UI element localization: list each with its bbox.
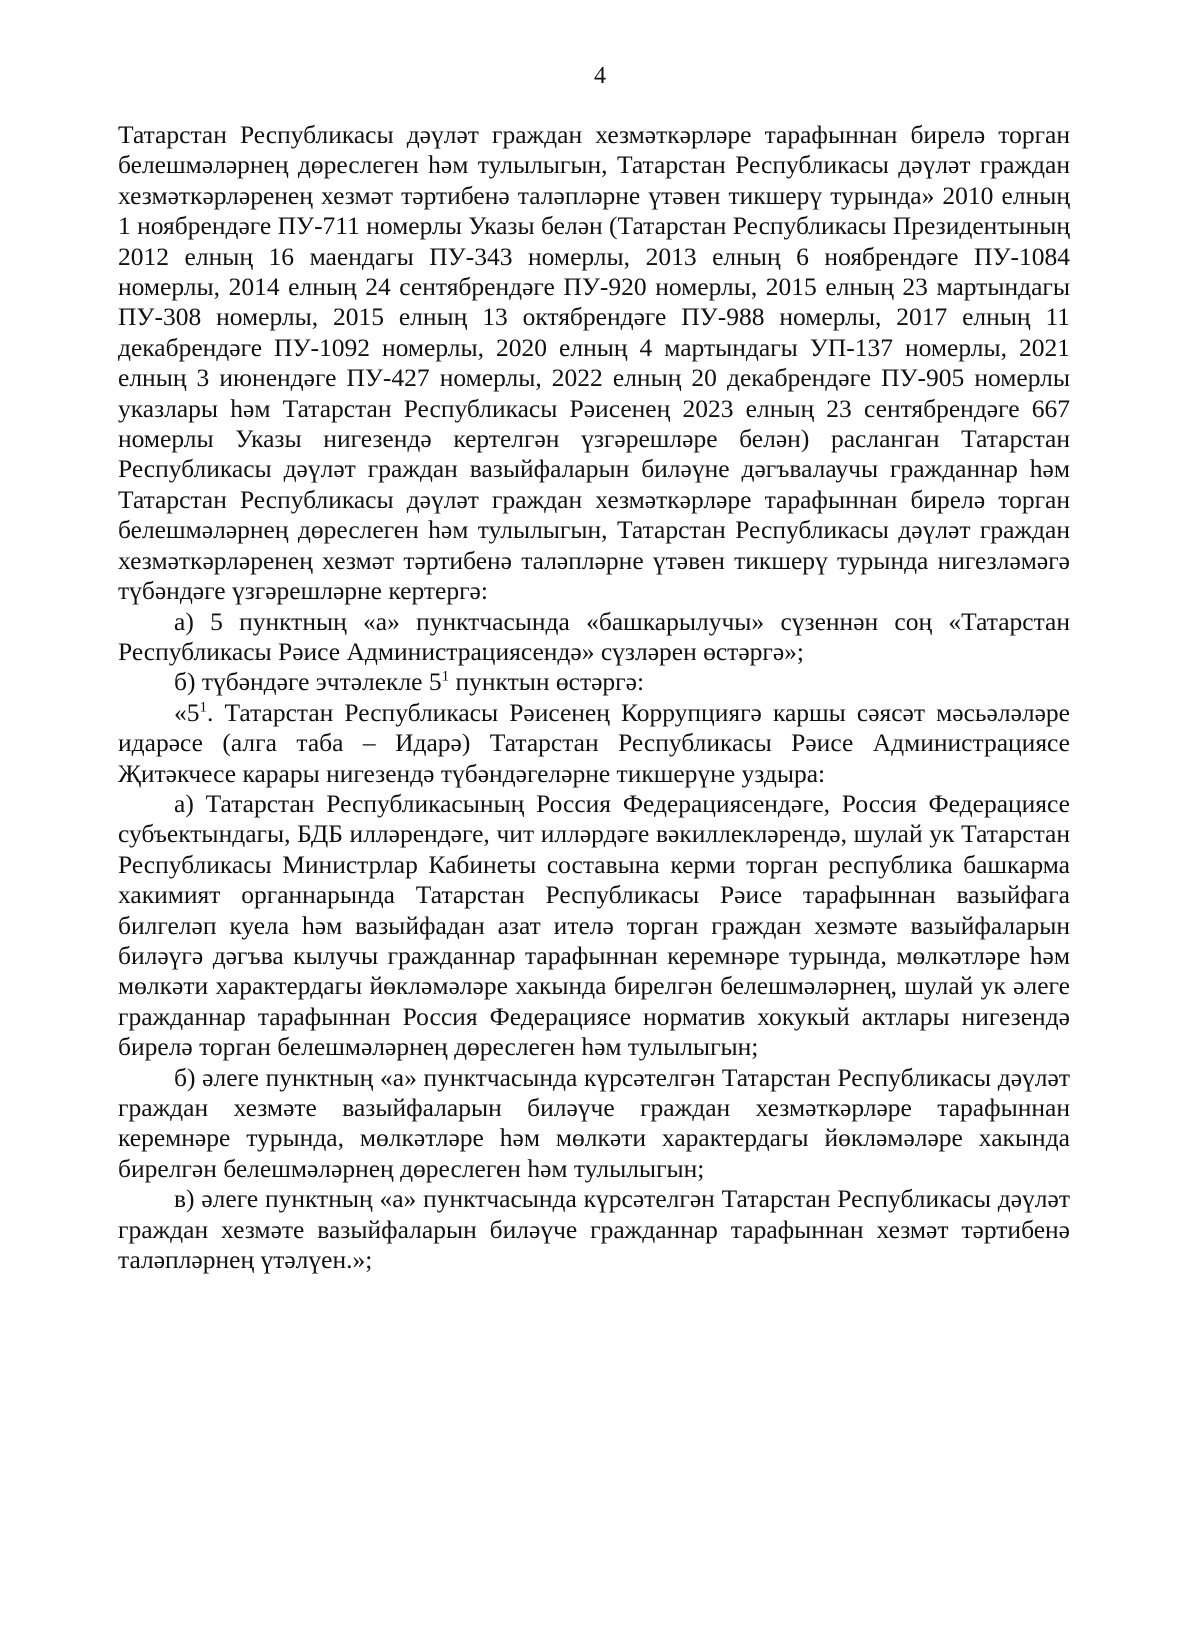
superscript: 1 xyxy=(441,668,450,685)
superscript: 1 xyxy=(199,699,207,716)
paragraph-point-lead: «5 xyxy=(174,697,200,727)
paragraph-item-b-first xyxy=(118,667,1070,697)
page-number: 4 xyxy=(594,63,606,89)
document-body xyxy=(118,120,1070,1275)
paragraph-item-b-text: б) түбәндәге эчтәлекле 5 xyxy=(174,667,442,697)
paragraph-1: Татарстан Республикасы дәүләт граждан хезмәткәрләре тарафыннан бирелә торган белешмәләрнең дөреслеген һәм тулылыгын, Татарстан Республикасы дәүләт граждан хезмәткәрләренең хезмәт тәртибенә таләпләрне үтәвен тикшерү турында» 2010 елның 1 ноябрендәге ПУ-711 номерлы Указы белән (Татарстан Республикасы Президентының 2012 елның 16 маендагы ПУ-343 номерлы, 2013 елның 6 ноябрендәге ПУ-1084 номерлы, 2014 елның 24 сентябрендәге ПУ-920 номерлы, 2015 елның 23 мартындагы ПУ-308 номерлы, 2015 елның 13 октябрендәге ПУ-988 номерлы, 2017 елның 11 декабрендәге ПУ-1092 номерлы, 2020 елның 4 мартындагы УП-137 номерлы, 2021 елның 3 июнендәге ПУ-427 номерлы, 2022 елның 20 декабрендәге ПУ-905 номерлы указлары һәм Татарстан Республикасы Рәисенең 2023 елның 23 сентябрендәге 667 номерлы Указы нигезендә кертелгән үзгәрешләре белән) расланган Татарстан Республикасы дәүләт граждан вазыйфаларын биләүне дәгъвалаучы гражданнар һәм Татарстан Республикасы дәүләт граждан хезмәткәрләре тарафыннан бирелә торган белешмәләрнең дөреслеген һәм тулылыгын, Татарстан Республикасы дәүләт граждан хезмәткәрләренең хезмәт тәртибенә таләпләрне үтәвен тикшерү турында нигезләмәгә түбәндәге үзгәрешләрне кертергә: xyxy=(118,120,1070,606)
paragraph-subitem-v: в) әлеге пунктның «а» пунктчасында күрсәтелгән Татарстан Республикасы дәүләт граждан хезмәте вазыйфаларын биләүче гражданнар тарафыннан хезмәт тәртибенә таләпләрнең үтәлүен.»; xyxy=(118,1184,1070,1275)
paragraph-item-b-tail: пунктын өстәргә: xyxy=(449,667,645,697)
paragraph-subitem-a: а) Татарстан Республикасының Россия Федерациясендәге, Россия Федерациясе субъектындагы, БДБ илләрендәге, чит илләрдәге вәкиллекләрендә, шулай ук Татарстан Республикасы Министрлар Кабинеты составына керми торган республика башкарма хакимият органнарында Татарстан Республикасы Рәисе тарафыннан вазыйфага билгеләп куела һәм вазыйфадан азат ителә торган граждан хезмәте вазыйфаларын биләүгә дәгъва кылучы гражданнар тарафыннан керемнәре турында, мөлкәтләре һәм мөлкәти характердагы йөкләмәләре хакында бирелгән белешмәләрнең, шулай ук әлеге гражданнар тарафыннан Россия Федерациясе норматив хокукый актлары нигезендә бирелә торган белешмәләрнең дөреслеген һәм тулылыгын; xyxy=(118,788,1070,1062)
paragraph-point-5-1 xyxy=(118,698,1070,789)
paragraph-subitem-b: б) әлеге пунктның «а» пунктчасында күрсәтелгән Татарстан Республикасы дәүләт граждан хезмәте вазыйфаларын биләүче граждан хезмәткәрләре тарафыннан керемнәре турында, мөлкәтләре һәм мөлкәти характердагы йөкләмәләре хакында бирелгән белешмәләрнең дөреслеген һәм тулылыгын; xyxy=(118,1062,1070,1183)
paragraph-point-text: . Татарстан Республикасы Рәисенең Коррупциягә каршы сәясәт мәсьәләләре идарәсе (алга таба – Идарә) Татарстан Республикасы Рәисе Администрациясе Җитәкчесе карары нигезендә түбәндәгеләрне тикшерүне уздыра: xyxy=(118,697,1070,788)
paragraph-item-a-first: а) 5 пунктның «а» пунктчасында «башкарылучы» сүзеннән соң «Татарстан Республикасы Рәисе Администрациясендә» сүзләрен өстәргә»; xyxy=(118,606,1070,666)
